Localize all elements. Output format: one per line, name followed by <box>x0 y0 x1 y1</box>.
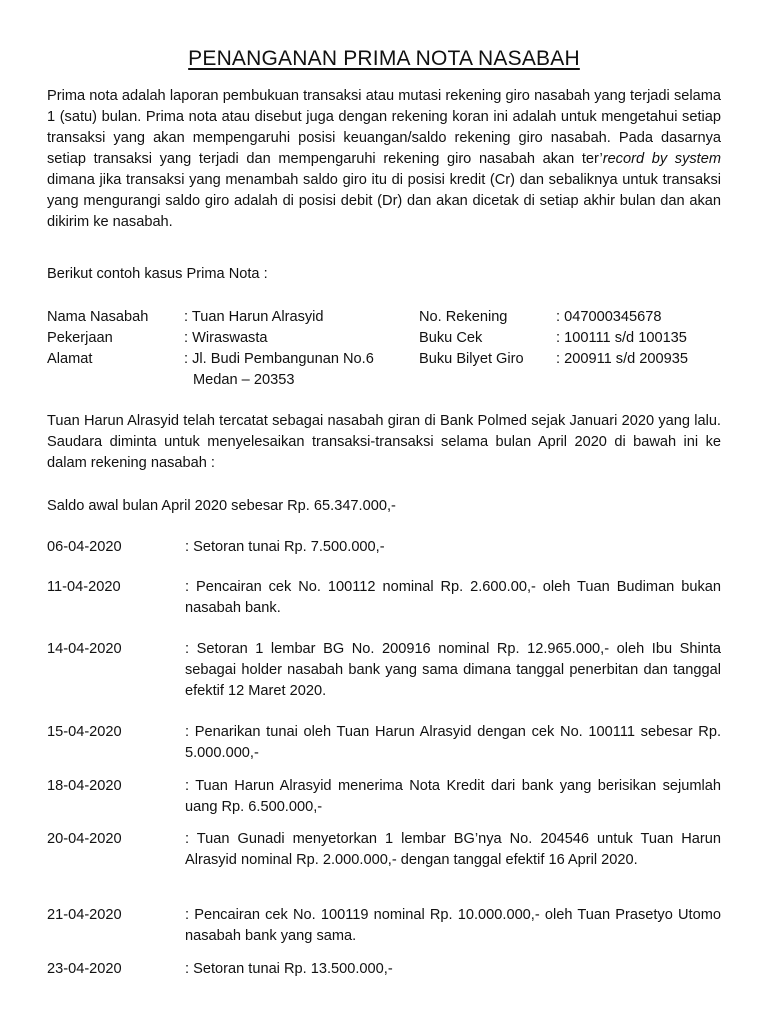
cheque-value: : 100111 s/d 100135 <box>556 330 687 346</box>
address-value: : Jl. Budi Pembangunan No.6 <box>184 351 374 367</box>
transaction-date: 15-04-2020 <box>47 724 122 740</box>
transaction-description: : Tuan Harun Alrasyid menerima Nota Kredit dari bank yang berisikan sejumlah uang Rp. 6.500.000,- <box>185 778 721 815</box>
transaction-date: 20-04-2020 <box>47 831 122 847</box>
transaction-date: 14-04-2020 <box>47 641 122 657</box>
transaction-date: 23-04-2020 <box>47 961 122 977</box>
giro-label: Buku Bilyet Giro <box>419 351 524 367</box>
address-label: Alamat <box>47 351 93 367</box>
giro-value: : 200911 s/d 200935 <box>556 351 688 367</box>
job-value: : Wiraswasta <box>184 330 268 346</box>
cheque-label: Buku Cek <box>419 330 483 346</box>
document-title: PENANGANAN PRIMA NOTA NASABAH <box>188 47 580 70</box>
name-value: : Tuan Harun Alrasyid <box>184 309 324 325</box>
case-paragraph: Tuan Harun Alrasyid telah tercatat sebagai nasabah giran di Bank Polmed sejak Januari 2020 yang lalu. Saudara diminta untuk menyelesaikan transaksi-transaksi selama bulan April 2020 di bawah ini ke dalam rekening nasabah : <box>47 413 721 471</box>
transaction-description: : Setoran tunai Rp. 13.500.000,- <box>185 961 393 977</box>
job-label: Pekerjaan <box>47 330 113 346</box>
transaction-description: : Tuan Gunadi menyetorkan 1 lembar BG’nya No. 204546 untuk Tuan Harun Alrasyid nominal Rp. 2.000.000,- dengan tanggal efektif 16 April 2020. <box>185 831 721 868</box>
transaction-date: 18-04-2020 <box>47 778 122 794</box>
transaction-description: : Pencairan cek No. 100112 nominal Rp. 2.600.00,- oleh Tuan Budiman bukan nasabah bank. <box>185 579 721 616</box>
intro-text-part2: dimana jika transaksi yang menambah saldo giro itu di posisi kredit (Cr) dan sebaliknya untuk transaksi yang mengurangi saldo giro adalah di posisi debit (Dr) dan akan dicetak di setiap akhir bulan dan akan dikirim ke nasabah. <box>47 172 721 230</box>
intro-text-part1: Prima nota adalah laporan pembukuan transaksi atau mutasi rekening giro nasabah yang terjadi selama 1 (satu) bulan. Prima nota atau disebut juga dengan rekening koran ini adalah untuk mengetahui setiap transaksi yang akan mempengaruhi posisi keuangan/saldo rekening giro nasabah. Pada dasarnya setiap transaksi yang terjadi dan mempengaruhi rekening giro nasabah akan ter’ <box>47 88 721 167</box>
account-label: No. Rekening <box>419 309 508 325</box>
account-value: : 047000345678 <box>556 309 662 325</box>
transaction-description: : Setoran tunai Rp. 7.500.000,- <box>185 539 385 555</box>
transaction-description: : Penarikan tunai oleh Tuan Harun Alrasyid dengan cek No. 100111 sebesar Rp. 5.000.000,- <box>185 724 721 761</box>
name-label: Nama Nasabah <box>47 309 149 325</box>
intro-italic-term: record by system <box>602 151 721 167</box>
opening-balance: Saldo awal bulan April 2020 sebesar Rp. 65.347.000,- <box>47 498 396 514</box>
transaction-date: 21-04-2020 <box>47 907 122 923</box>
example-heading: Berikut contoh kasus Prima Nota : <box>47 266 268 282</box>
transaction-date: 11-04-2020 <box>47 579 121 595</box>
address-value-line2: Medan – 20353 <box>193 372 295 388</box>
transaction-description: : Setoran 1 lembar BG No. 200916 nominal Rp. 12.965.000,- oleh Ibu Shinta sebagai holder nasabah bank yang sama dimana tanggal penerbitan dan tanggal efektif 12 Maret 2020. <box>185 641 721 699</box>
transaction-description: : Pencairan cek No. 100119 nominal Rp. 10.000.000,- oleh Tuan Prasetyo Utomo nasabah bank yang sama. <box>185 907 721 944</box>
intro-paragraph <box>47 86 721 233</box>
transaction-date: 06-04-2020 <box>47 539 122 555</box>
